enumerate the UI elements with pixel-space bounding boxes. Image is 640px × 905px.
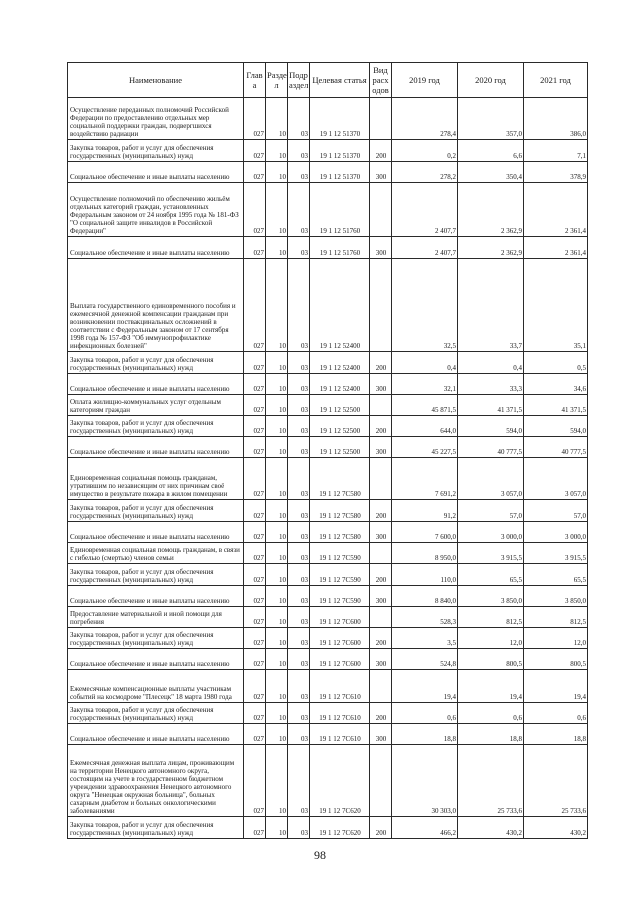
cell-razdel: 10 [266, 98, 288, 140]
cell-2020: 65,5 [458, 564, 524, 586]
cell-glava: 027 [244, 703, 266, 724]
cell-2021: 812,5 [524, 607, 588, 628]
table-row [68, 416, 588, 437]
cell-2021: 57,0 [524, 500, 588, 522]
cell-name: Осуществление полномочий по обеспечению жильём отдельных категорий граждан, установленных Федеральным законом от 24 ноября 1995 года № 181-ФЗ "О социальной защите инвалидов в Российской Федерации" [68, 183, 244, 237]
cell-target: 19 1 12 51760 [310, 237, 370, 259]
table-row [68, 564, 588, 586]
cell-podrazdel: 03 [288, 649, 310, 670]
cell-razdel: 10 [266, 607, 288, 628]
cell-glava: 027 [244, 724, 266, 745]
cell-razdel: 10 [266, 500, 288, 522]
cell-target: 19 1 12 51760 [310, 183, 370, 237]
cell-2019: 278,4 [392, 98, 458, 140]
header-glava: Глав а [244, 63, 266, 98]
cell-vid: 200 [370, 140, 392, 162]
cell-2019: 524,8 [392, 649, 458, 670]
table-row [68, 458, 588, 500]
cell-2021: 7,1 [524, 140, 588, 162]
cell-target: 19 1 12 7С580 [310, 500, 370, 522]
cell-name: Оплата жилищно-коммунальных услуг отдельным категориям граждан [68, 395, 244, 416]
cell-podrazdel: 03 [288, 543, 310, 564]
cell-razdel: 10 [266, 745, 288, 817]
table-body [68, 98, 588, 839]
cell-2021: 2 361,4 [524, 237, 588, 259]
cell-glava: 027 [244, 607, 266, 628]
table-row [68, 374, 588, 395]
cell-glava: 027 [244, 374, 266, 395]
cell-podrazdel: 03 [288, 162, 310, 183]
cell-podrazdel: 03 [288, 183, 310, 237]
cell-2021: 25 733,6 [524, 745, 588, 817]
table-row [68, 670, 588, 703]
table-row [68, 628, 588, 649]
cell-2021: 35,1 [524, 259, 588, 352]
cell-razdel: 10 [266, 724, 288, 745]
cell-podrazdel: 03 [288, 703, 310, 724]
cell-podrazdel: 03 [288, 437, 310, 458]
cell-podrazdel: 03 [288, 586, 310, 607]
cell-glava: 027 [244, 817, 266, 839]
cell-2019: 32,1 [392, 374, 458, 395]
cell-vid [370, 458, 392, 500]
cell-name: Закупка товаров, работ и услуг для обеспечения государственных (муниципальных) нужд [68, 628, 244, 649]
cell-2021: 3 000,0 [524, 522, 588, 543]
cell-2019: 278,2 [392, 162, 458, 183]
cell-razdel: 10 [266, 395, 288, 416]
cell-vid: 300 [370, 437, 392, 458]
cell-2021: 3 850,0 [524, 586, 588, 607]
cell-glava: 027 [244, 437, 266, 458]
header-2019: 2019 год [392, 63, 458, 98]
cell-2019: 2 407,7 [392, 183, 458, 237]
cell-2020: 41 371,5 [458, 395, 524, 416]
cell-razdel: 10 [266, 183, 288, 237]
cell-podrazdel: 03 [288, 395, 310, 416]
cell-2020: 33,7 [458, 259, 524, 352]
cell-2020: 812,5 [458, 607, 524, 628]
cell-vid: 300 [370, 586, 392, 607]
cell-podrazdel: 03 [288, 352, 310, 374]
cell-2020: 3 850,0 [458, 586, 524, 607]
cell-glava: 027 [244, 522, 266, 543]
cell-2020: 350,4 [458, 162, 524, 183]
cell-name: Социальное обеспечение и иные выплаты населению [68, 374, 244, 395]
cell-2020: 2 362,9 [458, 237, 524, 259]
cell-name: Социальное обеспечение и иные выплаты населению [68, 724, 244, 745]
cell-name: Единовременная социальная помощь гражданам, утратившим по независящим от них причинам своё имущество в результате пожара в жилом помещении [68, 458, 244, 500]
table-row [68, 237, 588, 259]
header-row [68, 63, 588, 98]
cell-vid [370, 395, 392, 416]
cell-razdel: 10 [266, 670, 288, 703]
table-row [68, 183, 588, 237]
cell-podrazdel: 03 [288, 628, 310, 649]
cell-2020: 33,3 [458, 374, 524, 395]
cell-2021: 378,9 [524, 162, 588, 183]
cell-razdel: 10 [266, 352, 288, 374]
header-name: Наименование [68, 63, 244, 98]
table-row [68, 437, 588, 458]
cell-2019: 110,0 [392, 564, 458, 586]
cell-2019: 0,6 [392, 703, 458, 724]
header-podrazdel: Подр аздел [288, 63, 310, 98]
cell-glava: 027 [244, 162, 266, 183]
cell-podrazdel: 03 [288, 724, 310, 745]
cell-2020: 0,4 [458, 352, 524, 374]
cell-target: 19 1 12 52400 [310, 352, 370, 374]
cell-name: Социальное обеспечение и иные выплаты населению [68, 437, 244, 458]
cell-razdel: 10 [266, 586, 288, 607]
cell-podrazdel: 03 [288, 374, 310, 395]
cell-target: 19 1 12 51370 [310, 98, 370, 140]
cell-glava: 027 [244, 458, 266, 500]
cell-vid [370, 543, 392, 564]
cell-2021: 2 361,4 [524, 183, 588, 237]
cell-podrazdel: 03 [288, 458, 310, 500]
cell-glava: 027 [244, 500, 266, 522]
table-row [68, 586, 588, 607]
cell-name: Социальное обеспечение и иные выплаты населению [68, 586, 244, 607]
cell-podrazdel: 03 [288, 607, 310, 628]
cell-razdel: 10 [266, 564, 288, 586]
cell-name: Ежемесячная денежная выплата лицам, проживающим на территории Ненецкого автономного округа, состоящим на учете в государственном бюджетном учреждении здравоохранения Ненецкого автономного округа "Ненецкая окружная больница", больных сахарным диабетом и больных онкологическими заболеваниями [68, 745, 244, 817]
cell-target: 19 1 12 7С610 [310, 670, 370, 703]
table-row [68, 98, 588, 140]
cell-2019: 30 303,0 [392, 745, 458, 817]
cell-2021: 65,5 [524, 564, 588, 586]
header-2021: 2021 год [524, 63, 588, 98]
table-row [68, 703, 588, 724]
cell-razdel: 10 [266, 374, 288, 395]
cell-podrazdel: 03 [288, 259, 310, 352]
cell-2019: 466,2 [392, 817, 458, 839]
cell-name: Социальное обеспечение и иные выплаты населению [68, 162, 244, 183]
cell-glava: 027 [244, 649, 266, 670]
cell-name: Закупка товаров, работ и услуг для обеспечения государственных (муниципальных) нужд [68, 564, 244, 586]
header-vid: Вид расх одов [370, 63, 392, 98]
cell-vid: 300 [370, 162, 392, 183]
cell-2019: 45 871,5 [392, 395, 458, 416]
cell-2021: 18,8 [524, 724, 588, 745]
cell-podrazdel: 03 [288, 237, 310, 259]
cell-glava: 027 [244, 98, 266, 140]
cell-glava: 027 [244, 586, 266, 607]
cell-2019: 0,2 [392, 140, 458, 162]
cell-glava: 027 [244, 416, 266, 437]
cell-razdel: 10 [266, 817, 288, 839]
cell-name: Социальное обеспечение и иные выплаты населению [68, 522, 244, 543]
cell-vid: 300 [370, 237, 392, 259]
table-row [68, 352, 588, 374]
cell-razdel: 10 [266, 162, 288, 183]
cell-2020: 357,0 [458, 98, 524, 140]
cell-target: 19 1 12 7С600 [310, 628, 370, 649]
cell-glava: 027 [244, 140, 266, 162]
cell-vid [370, 98, 392, 140]
cell-2021: 0,6 [524, 703, 588, 724]
table-row [68, 543, 588, 564]
cell-target: 19 1 12 52500 [310, 416, 370, 437]
table-row [68, 162, 588, 183]
cell-target: 19 1 12 7С610 [310, 724, 370, 745]
table-row [68, 607, 588, 628]
cell-name: Предоставление материальной и иной помощи для погребения [68, 607, 244, 628]
cell-glava: 027 [244, 352, 266, 374]
cell-podrazdel: 03 [288, 670, 310, 703]
cell-target: 19 1 12 7С580 [310, 522, 370, 543]
cell-podrazdel: 03 [288, 140, 310, 162]
cell-glava: 027 [244, 543, 266, 564]
cell-2019: 19,4 [392, 670, 458, 703]
cell-2021: 19,4 [524, 670, 588, 703]
cell-2021: 40 777,5 [524, 437, 588, 458]
cell-glava: 027 [244, 395, 266, 416]
cell-2020: 2 362,9 [458, 183, 524, 237]
table-row [68, 500, 588, 522]
cell-vid: 200 [370, 817, 392, 839]
table-row [68, 724, 588, 745]
cell-podrazdel: 03 [288, 817, 310, 839]
cell-2020: 19,4 [458, 670, 524, 703]
cell-vid: 200 [370, 416, 392, 437]
cell-razdel: 10 [266, 649, 288, 670]
cell-target: 19 1 12 52500 [310, 395, 370, 416]
cell-razdel: 10 [266, 416, 288, 437]
cell-name: Единовременная социальная помощь гражданам, в связи с гибелью (смертью) членов семьи [68, 543, 244, 564]
cell-2019: 8 840,0 [392, 586, 458, 607]
cell-2019: 644,0 [392, 416, 458, 437]
cell-2019: 32,5 [392, 259, 458, 352]
cell-2021: 800,5 [524, 649, 588, 670]
cell-name: Социальное обеспечение и иные выплаты населению [68, 237, 244, 259]
cell-glava: 027 [244, 628, 266, 649]
cell-vid: 300 [370, 724, 392, 745]
cell-2020: 18,8 [458, 724, 524, 745]
cell-name: Выплата государственного единовременного пособия и ежемесячной денежной компенсации гражданам при возникновении поствакцинальных осложнений в соответствии с Федеральным законом от 17 сентября 1998 года № 157-ФЗ "Об иммунопрофилактике инфекционных болезней" [68, 259, 244, 352]
cell-target: 19 1 12 51370 [310, 140, 370, 162]
cell-2020: 25 733,6 [458, 745, 524, 817]
table-row [68, 649, 588, 670]
cell-2019: 45 227,5 [392, 437, 458, 458]
header-razdel: Разде л [266, 63, 288, 98]
cell-name: Закупка товаров, работ и услуг для обеспечения государственных (муниципальных) нужд [68, 140, 244, 162]
cell-target: 19 1 12 7С580 [310, 458, 370, 500]
cell-vid: 200 [370, 703, 392, 724]
cell-2021: 34,6 [524, 374, 588, 395]
cell-target: 19 1 12 7С590 [310, 564, 370, 586]
cell-2019: 3,5 [392, 628, 458, 649]
cell-target: 19 1 12 7С620 [310, 817, 370, 839]
cell-2020: 3 000,0 [458, 522, 524, 543]
cell-2021: 12,0 [524, 628, 588, 649]
cell-2020: 3 057,0 [458, 458, 524, 500]
cell-podrazdel: 03 [288, 745, 310, 817]
table-row [68, 259, 588, 352]
cell-target: 19 1 12 52400 [310, 259, 370, 352]
table-row [68, 522, 588, 543]
cell-razdel: 10 [266, 259, 288, 352]
cell-name: Закупка товаров, работ и услуг для обеспечения государственных (муниципальных) нужд [68, 817, 244, 839]
cell-podrazdel: 03 [288, 416, 310, 437]
cell-2021: 3 915,5 [524, 543, 588, 564]
cell-podrazdel: 03 [288, 564, 310, 586]
table-row [68, 817, 588, 839]
cell-2020: 430,2 [458, 817, 524, 839]
cell-razdel: 10 [266, 437, 288, 458]
cell-vid: 200 [370, 628, 392, 649]
cell-2019: 7 691,2 [392, 458, 458, 500]
cell-vid [370, 745, 392, 817]
header-target: Целевая статья [310, 63, 370, 98]
cell-vid: 300 [370, 374, 392, 395]
cell-podrazdel: 03 [288, 500, 310, 522]
cell-vid [370, 670, 392, 703]
cell-name: Закупка товаров, работ и услуг для обеспечения государственных (муниципальных) нужд [68, 352, 244, 374]
cell-2021: 41 371,5 [524, 395, 588, 416]
cell-target: 19 1 12 7С610 [310, 703, 370, 724]
cell-2021: 386,0 [524, 98, 588, 140]
cell-target: 19 1 12 7С600 [310, 649, 370, 670]
cell-vid: 300 [370, 522, 392, 543]
cell-2019: 91,2 [392, 500, 458, 522]
cell-podrazdel: 03 [288, 522, 310, 543]
cell-name: Закупка товаров, работ и услуг для обеспечения государственных (муниципальных) нужд [68, 500, 244, 522]
cell-name: Закупка товаров, работ и услуг для обеспечения государственных (муниципальных) нужд [68, 703, 244, 724]
cell-glava: 027 [244, 237, 266, 259]
cell-2019: 8 950,0 [392, 543, 458, 564]
cell-2020: 800,5 [458, 649, 524, 670]
cell-vid [370, 183, 392, 237]
cell-razdel: 10 [266, 543, 288, 564]
cell-name: Социальное обеспечение и иные выплаты населению [68, 649, 244, 670]
cell-2021: 3 057,0 [524, 458, 588, 500]
cell-target: 19 1 12 51370 [310, 162, 370, 183]
cell-vid: 200 [370, 500, 392, 522]
cell-podrazdel: 03 [288, 98, 310, 140]
cell-2019: 2 407,7 [392, 237, 458, 259]
cell-razdel: 10 [266, 628, 288, 649]
cell-2020: 0,6 [458, 703, 524, 724]
cell-vid [370, 607, 392, 628]
cell-glava: 027 [244, 745, 266, 817]
cell-glava: 027 [244, 259, 266, 352]
cell-target: 19 1 12 52400 [310, 374, 370, 395]
cell-2021: 0,5 [524, 352, 588, 374]
cell-target: 19 1 12 7С590 [310, 543, 370, 564]
cell-razdel: 10 [266, 703, 288, 724]
cell-2020: 57,0 [458, 500, 524, 522]
cell-name: Ежемесячные компенсационные выплаты участникам событий на космодроме "Плесецк" 18 марта 1980 года [68, 670, 244, 703]
budget-table [67, 62, 588, 839]
cell-target: 19 1 12 7С620 [310, 745, 370, 817]
cell-glava: 027 [244, 670, 266, 703]
cell-2021: 430,2 [524, 817, 588, 839]
cell-razdel: 10 [266, 237, 288, 259]
table-row [68, 140, 588, 162]
cell-razdel: 10 [266, 140, 288, 162]
cell-2019: 18,8 [392, 724, 458, 745]
cell-vid: 300 [370, 649, 392, 670]
cell-vid: 200 [370, 564, 392, 586]
cell-2020: 6,6 [458, 140, 524, 162]
cell-2020: 12,0 [458, 628, 524, 649]
cell-2019: 528,3 [392, 607, 458, 628]
cell-vid [370, 259, 392, 352]
cell-2019: 0,4 [392, 352, 458, 374]
cell-name: Осуществление переданных полномочий Российской Федерации по предоставлению отдельных мер социальной поддержки граждан, подвергшихся воздействию радиации [68, 98, 244, 140]
cell-2019: 7 600,0 [392, 522, 458, 543]
cell-glava: 027 [244, 564, 266, 586]
table-row [68, 745, 588, 817]
cell-2020: 594,0 [458, 416, 524, 437]
cell-name: Закупка товаров, работ и услуг для обеспечения государственных (муниципальных) нужд [68, 416, 244, 437]
page-number: 98 [314, 848, 326, 862]
cell-vid: 200 [370, 352, 392, 374]
cell-target: 19 1 12 7С590 [310, 586, 370, 607]
cell-2020: 3 915,5 [458, 543, 524, 564]
cell-2021: 594,0 [524, 416, 588, 437]
cell-razdel: 10 [266, 522, 288, 543]
cell-glava: 027 [244, 183, 266, 237]
header-2020: 2020 год [458, 63, 524, 98]
cell-target: 19 1 12 52500 [310, 437, 370, 458]
cell-2020: 40 777,5 [458, 437, 524, 458]
cell-target: 19 1 12 7С600 [310, 607, 370, 628]
table-row [68, 395, 588, 416]
cell-razdel: 10 [266, 458, 288, 500]
